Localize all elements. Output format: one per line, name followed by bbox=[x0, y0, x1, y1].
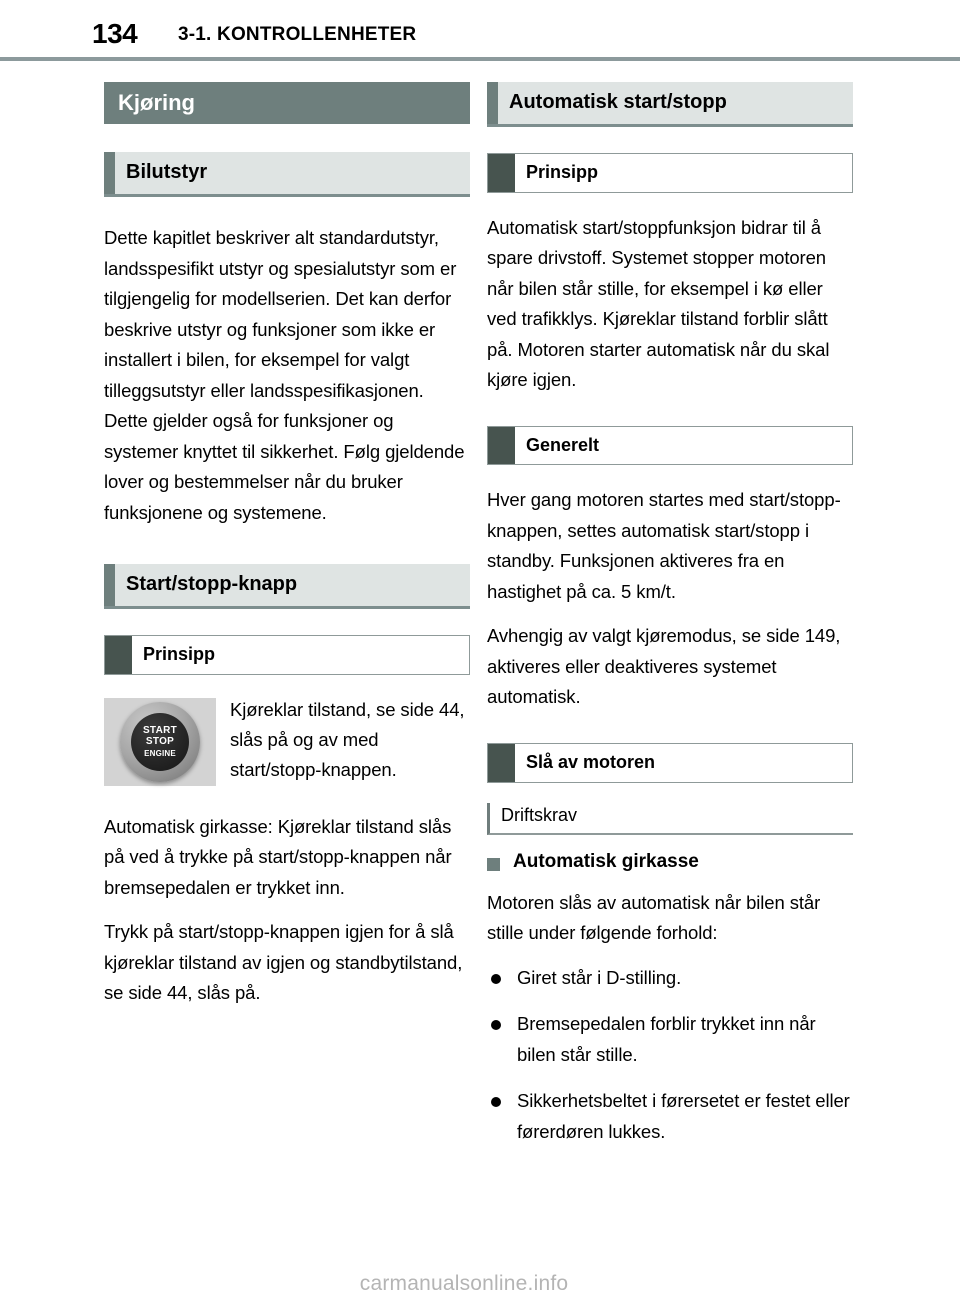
list-item: Bremsepedalen forblir trykket inn når bilen står stille. bbox=[487, 1009, 853, 1070]
sub-heading-generelt: Generelt bbox=[487, 426, 853, 466]
right-paragraph-4: Motoren slås av automatisk når bilen står stille under følgende forhold: bbox=[487, 891, 821, 944]
sub-heading-prinsipp-right: Prinsipp bbox=[487, 153, 853, 193]
list-item: Sikkerhetsbeltet i førersetet er festet eller førerdøren lukkes. bbox=[487, 1086, 853, 1147]
page-number: 134 bbox=[92, 18, 138, 49]
intro-paragraph: Dette kapitlet beskriver alt standardutstyr, landsspesifikt utstyr og spesialutstyr som er tilgjengelig for modellserien. Det kan derfor beskrive utstyr og funksjoner som ikke er installert i bilen, for eksempel for valgt tilleggsutstyr eller landsspesifikasjonen. Dette gjelder også for funksjoner og systemer knyttet til sikkerhet. Følg gjeldende lover og bestemmelser når du bruker funksjonene og systemene. bbox=[104, 227, 465, 523]
section-heading-automatisk-start-stopp: Automatisk start/stopp bbox=[487, 82, 853, 127]
conditions-list bbox=[487, 963, 853, 1148]
note-heading-driftskrav: Driftskrav bbox=[487, 803, 853, 836]
figure-caption: Kjøreklar tilstand, se side 44, slås på og av med start/stopp-knappen. bbox=[230, 698, 465, 780]
button-label-start: START bbox=[142, 724, 178, 736]
footer-watermark: carmanualsonline.info bbox=[359, 1272, 569, 1295]
right-column bbox=[487, 82, 853, 1163]
section-heading-start-stopp-knapp: Start/stopp-knapp bbox=[104, 564, 470, 609]
button-label-engine: ENGINE bbox=[144, 748, 176, 758]
left-paragraph-1: Automatisk girkasse: Kjøreklar tilstand slås på ved å trykke på start/stopp-knappen når bremsepedalen er trykket inn. bbox=[104, 815, 452, 898]
button-label-stop: STOP bbox=[145, 735, 175, 747]
left-paragraph-2: Trykk på start/stopp-knappen igjen for å slå kjøreklar tilstand av igjen og standbytilstand, se side 44, slås på. bbox=[104, 921, 463, 1004]
button-bezel bbox=[120, 702, 200, 782]
page-header bbox=[0, 18, 960, 58]
left-column bbox=[104, 82, 470, 1009]
right-paragraph-3: Avhengig av valgt kjøremodus, se side 149, aktiveres eller deaktiveres systemet automatisk. bbox=[487, 625, 841, 708]
main-heading-kjoring: Kjøring bbox=[104, 82, 470, 124]
section-heading-bilutstyr: Bilutstyr bbox=[104, 152, 470, 197]
button-face bbox=[131, 713, 189, 771]
item-heading-automatisk-girkasse: Automatisk girkasse bbox=[487, 851, 853, 874]
start-stop-button-figure bbox=[104, 695, 470, 790]
right-paragraph-2: Hver gang motoren startes med start/stopp-knappen, settes automatisk start/stopp i standby. Funksjonen aktiveres fra en hastighet på ca. 5 km/t. bbox=[487, 489, 841, 602]
start-stop-button-image bbox=[104, 698, 216, 786]
list-item: Giret står i D-stilling. bbox=[487, 963, 853, 994]
header-divider bbox=[0, 57, 960, 61]
sub-heading-prinsipp-left: Prinsipp bbox=[104, 635, 470, 675]
sub-heading-slaa-av-motoren: Slå av motoren bbox=[487, 743, 853, 783]
chapter-title: 3-1. KONTROLLENHETER bbox=[178, 24, 417, 45]
right-paragraph-1: Automatisk start/stoppfunksjon bidrar til å spare drivstoff. Systemet stopper motoren når bilen står stille, for eksempel i kø eller ved trafikklys. Kjøreklar tilstand forblir slått på. Motoren starter automatisk når du skal kjøre igjen. bbox=[487, 216, 830, 391]
